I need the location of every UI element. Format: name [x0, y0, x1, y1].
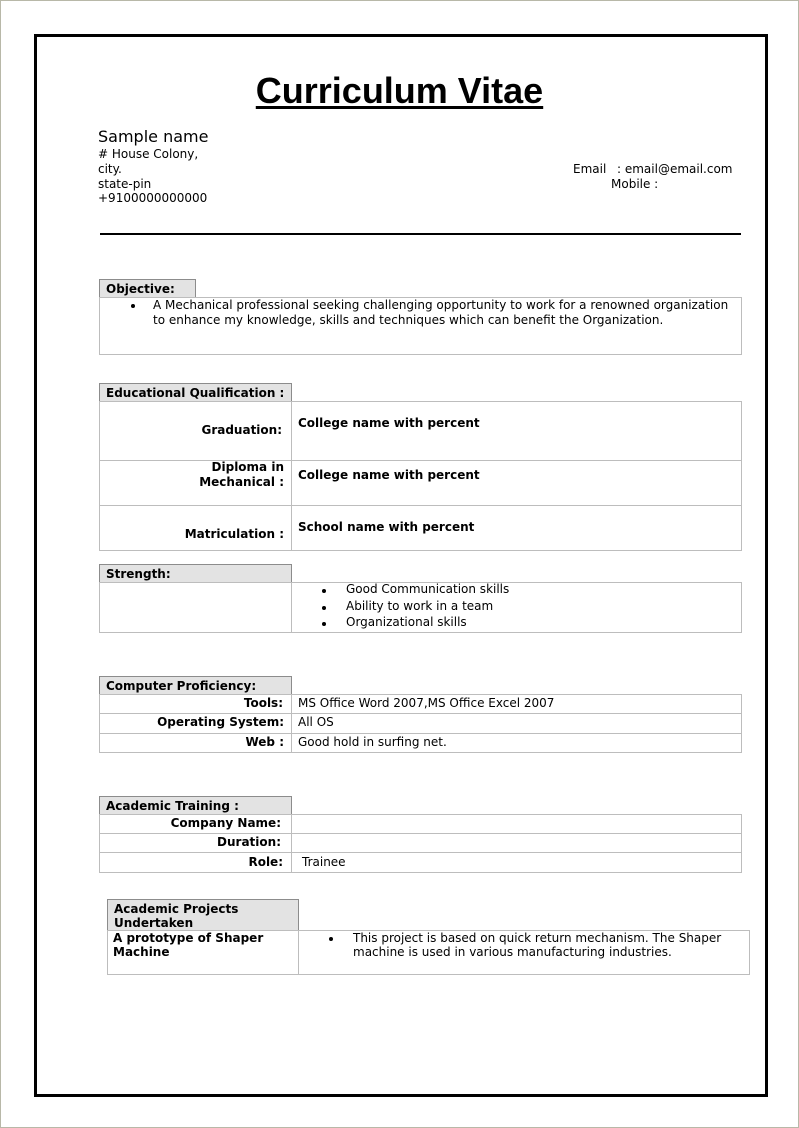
email-value: : email@email.com — [617, 162, 733, 176]
address-line-2: city. — [98, 162, 122, 176]
training-value-role: Trainee — [302, 855, 346, 869]
bullet-icon — [329, 937, 333, 941]
projects-heading: Academic Projects Undertaken — [107, 899, 299, 931]
document-title: Curriculum Vitae — [255, 70, 544, 111]
education-label-diploma: Diploma in Mechanical : — [199, 460, 284, 489]
address-line-3: state-pin — [98, 177, 152, 191]
bullet-icon — [322, 589, 326, 593]
email-label: Email — [573, 162, 607, 176]
table-divider — [99, 733, 742, 734]
phone-number: +9100000000000 — [98, 191, 208, 205]
computer-label-tools: Tools: — [243, 696, 283, 710]
training-heading: Academic Training : — [99, 796, 292, 815]
table-divider — [99, 713, 742, 714]
strength-item: Ability to work in a team — [346, 599, 494, 613]
table-divider — [291, 401, 292, 551]
project-description: This project is based on quick return mechanism. The Shaper machine is used in various manufacturing industries. — [353, 931, 722, 959]
objective-heading: Objective: — [99, 279, 196, 298]
computer-value-web: Good hold in surfing net. — [298, 735, 447, 749]
objective-text: A Mechanical professional seeking challenging opportunity to work for a renowned organization to enhance my knowledge, skills and techniques which can benefit the Organization. — [153, 298, 729, 327]
education-heading: Educational Qualification : — [99, 383, 292, 402]
strength-heading: Strength: — [99, 564, 292, 583]
computer-heading: Computer Proficiency: — [99, 676, 292, 695]
table-divider — [298, 930, 299, 975]
training-label-role: Role: — [248, 855, 283, 869]
computer-label-web: Web : — [245, 735, 284, 749]
strength-item: Organizational skills — [346, 615, 467, 629]
mobile-label: Mobile : — [611, 177, 659, 191]
education-value-graduation: College name with percent — [298, 416, 480, 430]
objective-box — [99, 297, 742, 355]
computer-value-tools: MS Office Word 2007,MS Office Excel 2007 — [298, 696, 555, 710]
computer-value-os: All OS — [298, 715, 334, 729]
bullet-icon — [322, 606, 326, 610]
table-divider — [291, 582, 292, 633]
candidate-name: Sample name — [98, 127, 209, 146]
education-value-diploma: College name with percent — [298, 468, 480, 482]
address-line-1: # House Colony, — [98, 147, 199, 161]
bullet-icon — [131, 304, 135, 308]
computer-label-os: Operating System: — [157, 715, 284, 729]
table-divider — [99, 833, 742, 834]
education-label-matriculation: Matriculation : — [184, 527, 284, 541]
education-label-graduation: Graduation: — [201, 423, 282, 437]
strength-item: Good Communication skills — [346, 582, 510, 596]
training-label-company: Company Name: — [170, 816, 281, 830]
table-divider — [291, 694, 292, 753]
project-name: A prototype of Shaper Machine — [113, 931, 264, 959]
training-label-duration: Duration: — [217, 835, 281, 849]
table-divider — [99, 505, 742, 506]
table-divider — [99, 852, 742, 853]
header-divider — [100, 233, 741, 235]
table-divider — [291, 814, 292, 873]
education-value-matriculation: School name with percent — [298, 520, 475, 534]
bullet-icon — [322, 622, 326, 626]
